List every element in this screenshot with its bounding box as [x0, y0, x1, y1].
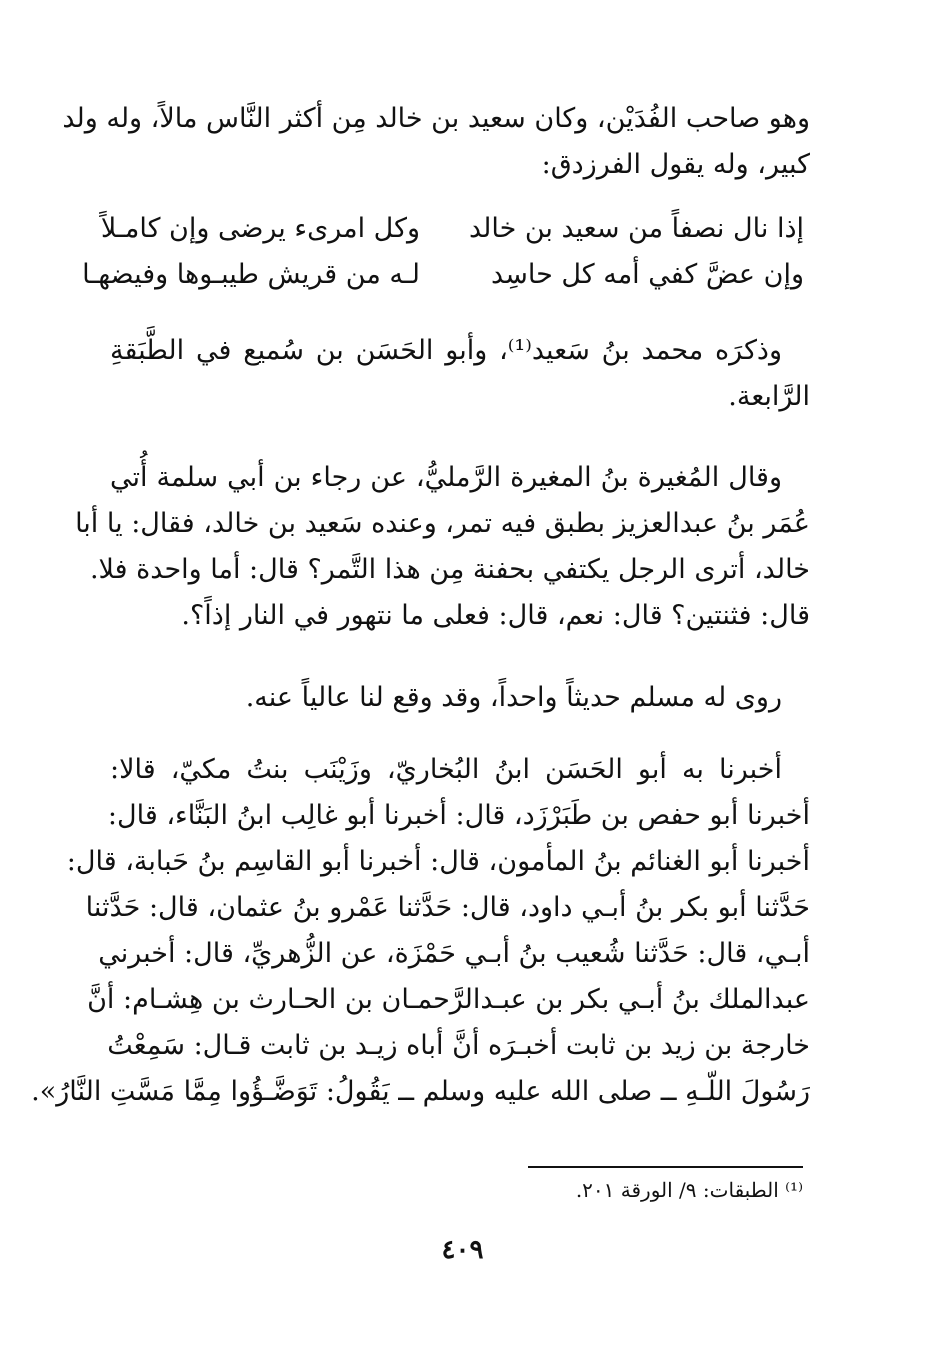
text-line: وهو صاحب الفُدَيْن، وكان سعيد بن خالد مِن أكثر النَّاس مالاً، وله ولد	[62, 103, 810, 134]
poem	[82, 206, 810, 298]
poem-hemistich-second: إذا نال نصفاً من سعيد بن خالد	[468, 213, 804, 244]
text-line: أخبرنا به أبو الحَسَن ابنُ البُخاريّ، وزَيْنَب بنتُ مكيّ، قالا:	[110, 754, 782, 785]
text-line: كبير، وله يقول الفرزدق:	[541, 149, 810, 180]
poem-verse	[82, 252, 810, 298]
text-line: الرَّابعة.	[728, 381, 810, 412]
text-line: عبدالملك بنُ أبـي بكر بن عبـدالرَّحمـان بن الحـارث بن هِشـام: أنَّ	[87, 984, 810, 1015]
paragraph-5	[31, 747, 810, 1115]
paragraph-1	[62, 96, 810, 188]
text-line: خالد، أترى الرجل يكتفي بحفنة مِن هذا التَّمر؟ قال: أما واحدة فلا.	[89, 554, 810, 585]
poem-hemistich-first: وكل امرىء يرضى وإن كامـلاً	[100, 213, 420, 244]
poem-verse	[100, 206, 810, 252]
footnote-divider	[528, 1166, 803, 1168]
text-line: رَسُولَ اللّـهِ ــ صلى الله عليه وسلم ــ يَقُولُ: تَوَضَّـؤُوا مِمَّا مَسَّتِ النَّارُ».	[31, 1076, 810, 1107]
text-line: أخبرنا أبو الغنائم بنُ المأمون، قال: أخبرنا أبو القاسِم بنُ حَبابة، قال:	[66, 846, 810, 877]
paragraph-2	[110, 328, 810, 420]
text-line: قال: فثنتين؟ قال: نعم، قال: فعلى ما نتهور في النار إذاً؟.	[181, 600, 810, 631]
text-line: أخبرنا أبو حفص بن طَبَرْزَد، قال: أخبرنا أبو غالِب ابنُ البَنَّاء، قال:	[107, 800, 810, 831]
text-line: وذكرَه محمد بنُ سَعيد⁽¹⁾، وأبو الحَسَن بن سُميع في الطَّبَقةِ	[110, 335, 782, 366]
text-line: أبـي، قال: حَدَّثنا شُعيب بنُ أبـي حَمْزَة، عن الزُّهريِّ، قال: أخبرني	[98, 938, 810, 969]
page-number: ٤٠٩	[441, 1235, 484, 1265]
poem-hemistich-second: وإن عضَّ كفي أمه كل حاسِد	[491, 259, 804, 290]
text-line: عُمَر بنُ عبدالعزيز بطبق فيه تمر، وعنده سَعيد بن خالد، فقال: يا أبا	[75, 508, 810, 539]
footnote: ⁽¹⁾ الطبقات: ٩/ الورقة ٢٠١.	[575, 1178, 803, 1202]
text-line: حَدَّثنا أبو بكر بنُ أبـي داود، قال: حَدَّثنا عَمْرو بنُ عثمان، قال: حَدَّثنا	[85, 892, 810, 923]
poem-hemistich-first: لـه من قريش طيبـوها وفيضهـا	[82, 259, 420, 290]
paragraph-3	[75, 455, 810, 639]
text-line: روى له مسلم حديثاً واحداً، وقد وقع لنا عالياً عنه.	[245, 682, 782, 713]
paragraph-4	[110, 675, 810, 721]
text-line: وقال المُغيرة بنُ المغيرة الرَّمليُّ، عن رجاء بن أبي سلمة أُتي	[110, 462, 782, 493]
text-line: خارجة بن زيد بن ثابت أخبـرَه أنَّ أباه زيـد بن ثابت قـال: سَمِعْتُ	[107, 1030, 810, 1061]
